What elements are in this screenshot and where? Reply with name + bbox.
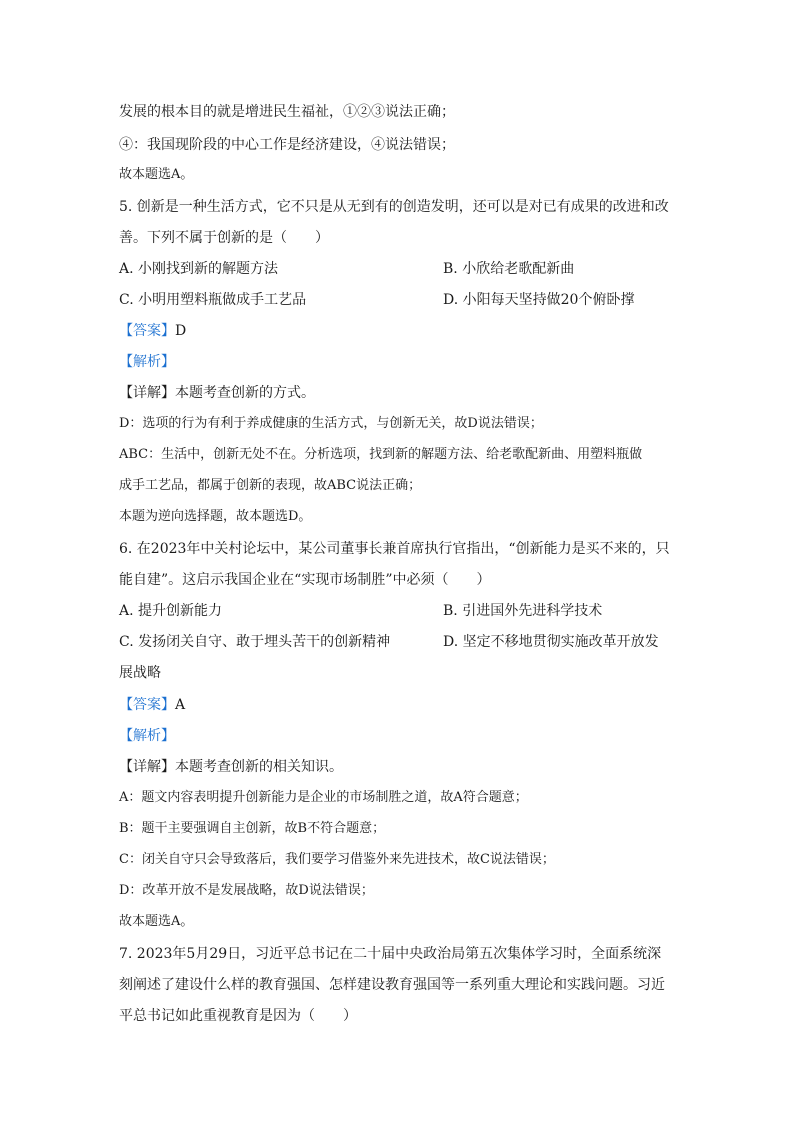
q5-stem-line-1: 5. 创新是一种生活方式，它不只是从无到有的创造发明，还可以是对已有成果的改进和改 (119, 199, 669, 215)
q6-explanation-2: B：题干主要强调自主创新，故B不符合题意； (119, 821, 386, 836)
q6-option-a: A. 提升创新能力 (119, 603, 223, 619)
q5-answer (119, 321, 186, 341)
q6-option-b: B. 引进国外先进科学技术 (443, 603, 603, 619)
answer-tag: 【答案】 (119, 697, 175, 713)
q5-option-b: B. 小欣给老歌配新曲 (443, 261, 575, 277)
q5-explanation-1: D：选项的行为有利于养成健康的生活方式，与创新无关，故D说法错误； (119, 416, 543, 431)
q6-explanation-3: C：闭关自守只会导致落后，我们要学习借鉴外来先进技术，故C说法错误； (119, 852, 555, 867)
q6-detail: 【详解】本题考查创新的相关知识。 (119, 759, 343, 775)
q6-option-c: C. 发扬闭关自守、敢于埋头苦干的创新精神 (119, 634, 391, 650)
q6-option-d: D. 坚定不移地贯彻实施改革开放发 (443, 634, 659, 650)
q7-stem-line-3: 平总书记如此重视教育是因为（ ） (119, 1008, 357, 1024)
answer-value: A (175, 697, 186, 713)
answer-tag: 【答案】 (119, 323, 175, 339)
q5-stem-line-2: 善。下列不属于创新的是（ ） (119, 230, 329, 246)
q5-option-d: D. 小阳每天坚持做20个俯卧撑 (443, 292, 635, 308)
q5-explanation-4: 本题为逆向选择题，故本题选D。 (119, 509, 312, 524)
q5-option-a: A. 小刚找到新的解题方法 (119, 261, 279, 277)
q6-explanation-1: A：题文内容表明提升创新能力是企业的市场制胜之道，故A符合题意； (119, 790, 528, 805)
q5-analysis-tag: 【解析】 (119, 354, 175, 370)
q6-answer (119, 695, 185, 715)
q6-analysis-tag: 【解析】 (119, 728, 175, 744)
intro-line-2: ④：我国现阶段的中心工作是经济建设，④说法错误； (119, 137, 455, 153)
q5-option-c: C. 小明用塑料瓶做成手工艺品 (119, 292, 307, 308)
q6-stem-line-2: 能自建”。这启示我国企业在“实现市场制胜”中必须（ ） (119, 572, 491, 588)
q6-option-d-continued: 展战略 (119, 665, 161, 681)
intro-conclusion: 故本题选A。 (119, 167, 194, 182)
intro-line-1: 发展的根本目的就是增进民生福祉，①②③说法正确； (119, 104, 455, 120)
q7-stem-line-2: 刻阐述了建设什么样的教育强国、怎样建设教育强国等一系列重大理论和实践问题。习近 (119, 977, 665, 993)
q7-stem-line-1: 7. 2023年5月29日，习近平总书记在二十届中央政治局第五次集体学习时，全面系统深 (119, 946, 662, 962)
q5-explanation-3: 成手工艺品，都属于创新的表现，故ABC说法正确； (119, 478, 422, 493)
answer-value: D (175, 323, 187, 339)
q5-detail: 【详解】本题考查创新的方式。 (119, 385, 315, 401)
q5-explanation-2: ABC：生活中，创新无处不在。分析选项，找到新的解题方法、给老歌配新曲、用塑料瓶做 (119, 447, 643, 462)
q6-stem-line-1: 6. 在2023年中关村论坛中，某公司董事长兼首席执行官指出，“创新能力是买不来的，只 (119, 541, 670, 557)
q6-conclusion: 故本题选A。 (119, 914, 194, 929)
q6-explanation-4: D：改革开放不是发展战略，故D说法错误； (119, 883, 374, 898)
